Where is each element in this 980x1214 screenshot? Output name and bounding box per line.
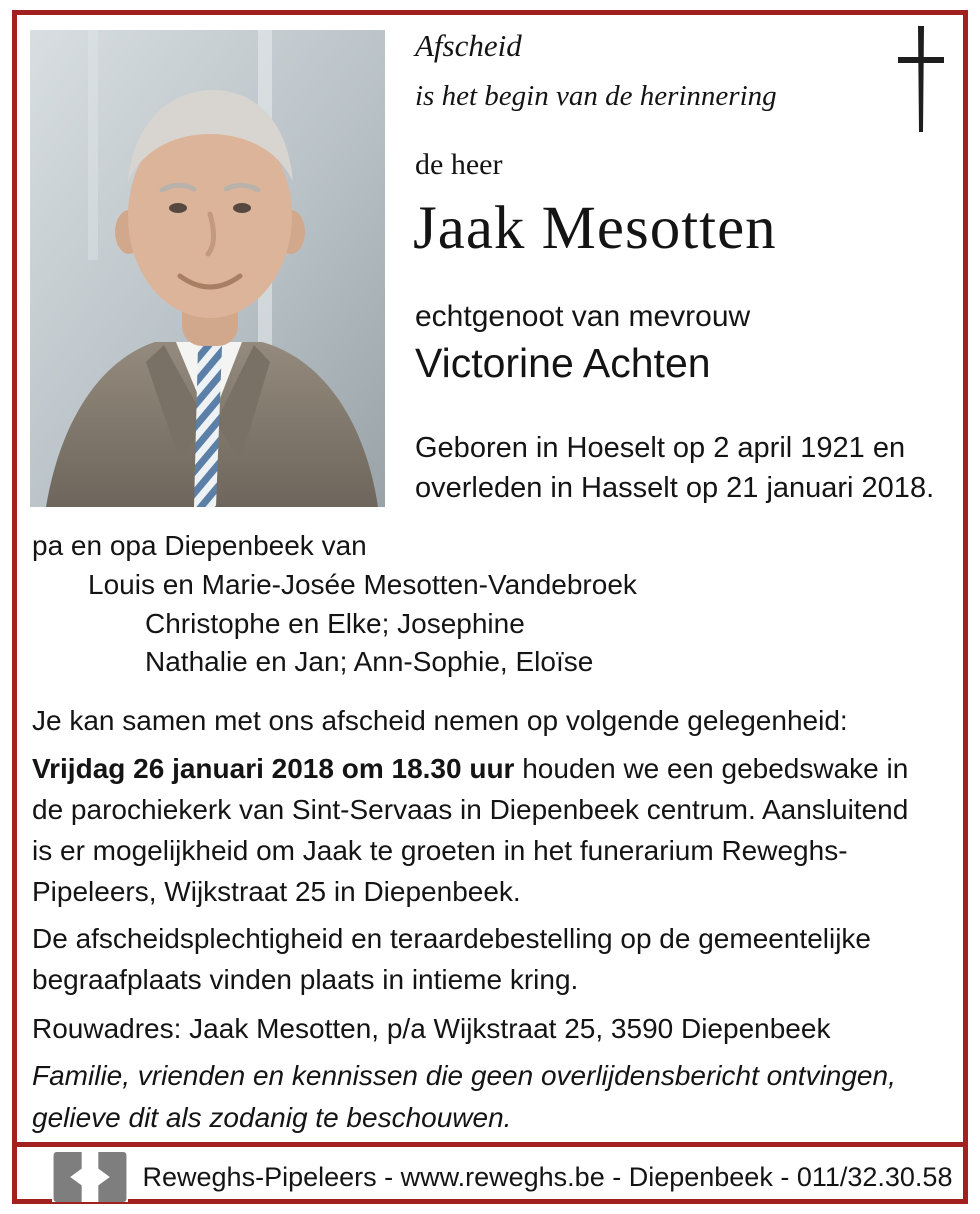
service-datetime: Vrijdag 26 januari 2018 om 18.30 uur [32,753,515,784]
service-paragraph [32,748,922,912]
epitaph-line-1: Afscheid [415,28,522,63]
footer-contact-text: Reweghs-Pipeleers - www.reweghs.be - Diepenbeek - 011/32.30.58 [142,1162,953,1192]
spouse-intro: echtgenoot van mevrouw [415,300,751,333]
portrait-photo [30,30,385,507]
spouse-name: Victorine Achten [415,340,711,386]
deceased-name: Jaak Mesotten [413,195,777,262]
family-line-grandchildren-1: Christophe en Elke; Josephine [145,608,525,639]
burial-paragraph: De afscheidsplechtigheid en teraardebestelling op de gemeentelijke begraafplaats vinden plaats in intieme kring. [32,923,872,995]
invitation-text: Je kan samen met ons afscheid nemen op volgende gelegenheid: [32,705,848,736]
family-line-children: Louis en Marie-Josée Mesotten-Vandebroek [88,569,637,600]
funeral-home-logo-icon [52,1152,128,1202]
mourning-address: Rouwadres: Jaak Mesotten, p/a Wijkstraat 25, 3590 Diepenbeek [32,1013,831,1044]
family-line-parents: pa en opa Diepenbeek van [32,530,367,561]
family-line-grandchildren-2: Nathalie en Jan; Ann-Sophie, Eloïse [145,646,594,677]
service-details: houden we een gebedswake in de parochiekerk van Sint-Servaas in Diepenbeek centrum. Aansluitend is er mogelijkheid om Jaak te groeten in het funerarium Reweghs-Pipeleers, Wijkstraat 25 in Diepenbeek. [32,753,909,907]
epitaph-line-2: is het begin van de herinnering [415,80,777,112]
salutation: de heer [415,148,503,181]
notice-paragraph: Familie, vrienden en kennissen die geen overlijdensbericht ontvingen, gelieve dit als zodanig te beschouwen. [32,1060,896,1133]
footer-divider [12,1142,968,1147]
life-dates: Geboren in Hoeselt op 2 april 1921 en overleden in Hasselt op 21 januari 2018. [415,432,935,504]
cross-icon [897,26,945,132]
